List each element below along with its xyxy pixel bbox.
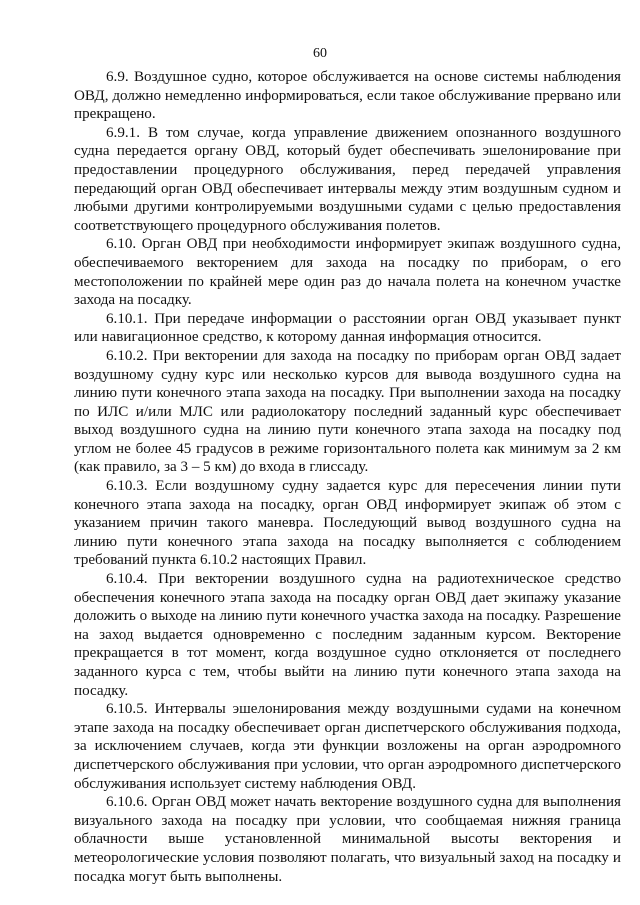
paragraph-6-10-1: 6.10.1. При передаче информации о расстоянии орган ОВД указывает пункт или навигационное средство, к которому данная информация относится. [74,310,621,346]
paragraph-6-9: 6.9. Воздушное судно, которое обслуживается на основе системы наблюдения ОВД, должно немедленно информироваться, если такое обслуживание прервано или прекращено. [74,69,621,123]
paragraph-6-10-4: 6.10.4. При векторении воздушного судна на радиотехническое средство обеспечения конечного этапа захода на посадку орган ОВД дает экипажу указание доложить о выходе на линию пути конечного участка захода на посадку. Разрешение на заход выдается одновременно с последним заданным курсом. Векторение прекращается в тот момент, когда воздушное судно отклоняется от последнего заданного курса с тем, чтобы выйти на линию пути конечного этапа захода на посадку. [74,571,621,699]
paragraph-6-10-2: 6.10.2. При векторении для захода на посадку по приборам орган ОВД задает воздушному судну курс или несколько курсов для вывода воздушного судна на линию пути конечного этапа захода на посадку. При выполнении захода на посадку по ИЛС и/или МЛС или радиолокатору последний заданный курс обеспечивает выход воздушного судна на линию пути конечного этапа захода на посадку под углом не более 45 градусов в режиме горизонтального полета как минимум за 2 км (как правило, за 3 – 5 км) до входа в глиссаду. [74,347,621,476]
page-number: 60 [313,46,327,61]
paragraph-6-10-6: 6.10.6. Орган ОВД может начать векторение воздушного судна для выполнения визуального захода на посадку при условии, что сообщаемая нижняя граница облачности выше установленной минимальной высоты векторения и метеорологические условия позволяют полагать, что визуальный заход на посадку и посадка могут быть выполнены. [74,794,621,885]
paragraph-6-10-3: 6.10.3. Если воздушному судну задается курс для пересечения линии пути конечного этапа захода на посадку, орган ОВД информирует экипаж об этом с указанием причин такого маневра. Последующий вывод воздушного судна на линию пути конечного этапа захода на посадку выполняется с соблюдением требований пункта 6.10.2 настоящих Правил. [74,478,621,569]
paragraph-6-10-5: 6.10.5. Интервалы эшелонирования между воздушными судами на конечном этапе захода на посадку обеспечивает орган диспетчерского обслуживания подхода, за исключением случаев, когда эти функции возложены на орган аэродромного диспетчерского обслуживания при условии, что орган аэродромного диспетчерского обслуживания использует систему наблюдения ОВД. [74,701,621,792]
paragraph-6-9-1: 6.9.1. В том случае, когда управление движением опознанного воздушного судна передается органу ОВД, который будет обеспечивать эшелонирование при предоставлении процедурного обслуживания, перед передачей управления передающий орган ОВД обеспечивает интервалы между этим воздушным судном и любыми другими контролируемыми воздушными судами с целью предоставления соответствующего процедурного обслуживания полетов. [74,124,621,234]
paragraph-6-10: 6.10. Орган ОВД при необходимости информирует экипаж воздушного судна, обеспечиваемого векторением для захода на посадку по приборам, о его местоположении по крайней мере один раз до начала полета на конечном участке захода на посадку. [74,236,621,309]
document-body [74,68,621,886]
